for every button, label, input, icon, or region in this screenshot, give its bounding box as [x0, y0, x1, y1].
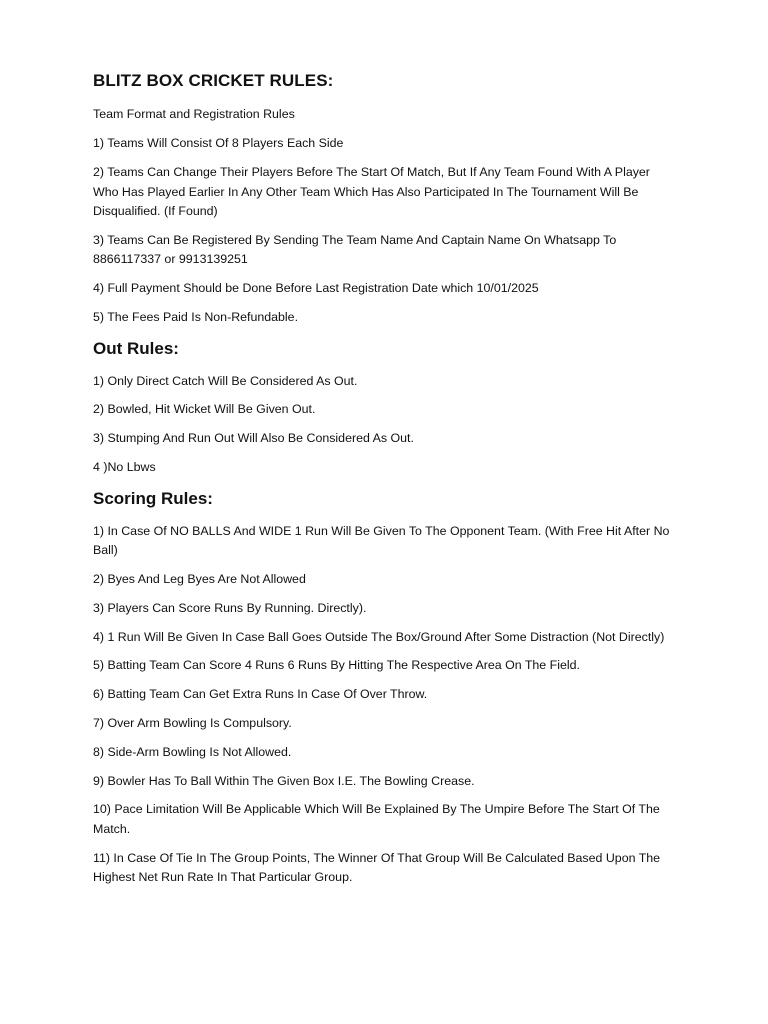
rule-item: 2) Teams Can Change Their Players Before The Start Of Match, But If Any Team Found With A Player Who Has Played Earlier In Any Other Team Which Has Also Participated In The Tournament Will Be Disqualified. (If Found) [93, 165, 650, 219]
section-team-format [93, 105, 678, 327]
document-page [93, 68, 678, 897]
section-out-rules [93, 337, 678, 478]
section-heading-scoring-rules: Scoring Rules: [93, 488, 213, 508]
rule-item: 8) Side-Arm Bowling Is Not Allowed. [93, 744, 292, 759]
rule-item: 7) Over Arm Bowling Is Compulsory. [93, 715, 292, 730]
rule-item: 2) Byes And Leg Byes Are Not Allowed [93, 572, 306, 586]
rule-item: 1) Teams Will Consist Of 8 Players Each Side [93, 136, 344, 151]
rule-item: 3) Teams Can Be Registered By Sending The Team Name And Captain Name On Whatsapp To 8866117337 or 9913139251 [93, 232, 617, 267]
rule-item: 10) Pace Limitation Will Be Applicable Which Will Be Explained By The Umpire Before The Start Of The Match. [93, 802, 660, 836]
rule-item: 5) Batting Team Can Score 4 Runs 6 Runs By Hitting The Respective Area On The Field. [93, 658, 580, 673]
document-title: BLITZ BOX CRICKET RULES: [93, 71, 334, 90]
section-scoring-rules [93, 487, 678, 888]
rule-item: 1) Only Direct Catch Will Be Considered As Out. [93, 373, 358, 388]
section-heading-out-rules: Out Rules: [93, 338, 179, 358]
rule-item: 11) In Case Of Tie In The Group Points, The Winner Of That Group Will Be Calculated Based Upon The Highest Net Run Rate In That Particular Group. [93, 850, 661, 884]
rule-item: 3) Players Can Score Runs By Running. Directly). [93, 600, 367, 615]
rule-item: 1) In Case Of NO BALLS And WIDE 1 Run Will Be Given To The Opponent Team. (With Free Hit After No Ball) [93, 523, 670, 558]
rule-item: 5) The Fees Paid Is Non-Refundable. [93, 309, 299, 324]
rule-item: 9) Bowler Has To Ball Within The Given Box I.E. The Bowling Crease. [93, 773, 475, 788]
rule-item: 4) 1 Run Will Be Given In Case Ball Goes Outside The Box/Ground After Some Distraction (Not Directly) [93, 629, 665, 644]
rule-item: 3) Stumping And Run Out Will Also Be Considered As Out. [93, 431, 414, 446]
rule-item: 4) Full Payment Should be Done Before Last Registration Date which 10/01/2025 [93, 281, 539, 296]
rule-item: 6) Batting Team Can Get Extra Runs In Case Of Over Throw. [93, 687, 428, 702]
section-heading-team-format: Team Format and Registration Rules [93, 107, 295, 121]
rule-item: 2) Bowled, Hit Wicket Will Be Given Out. [93, 402, 316, 417]
rule-item: 4 )No Lbws [93, 460, 156, 474]
